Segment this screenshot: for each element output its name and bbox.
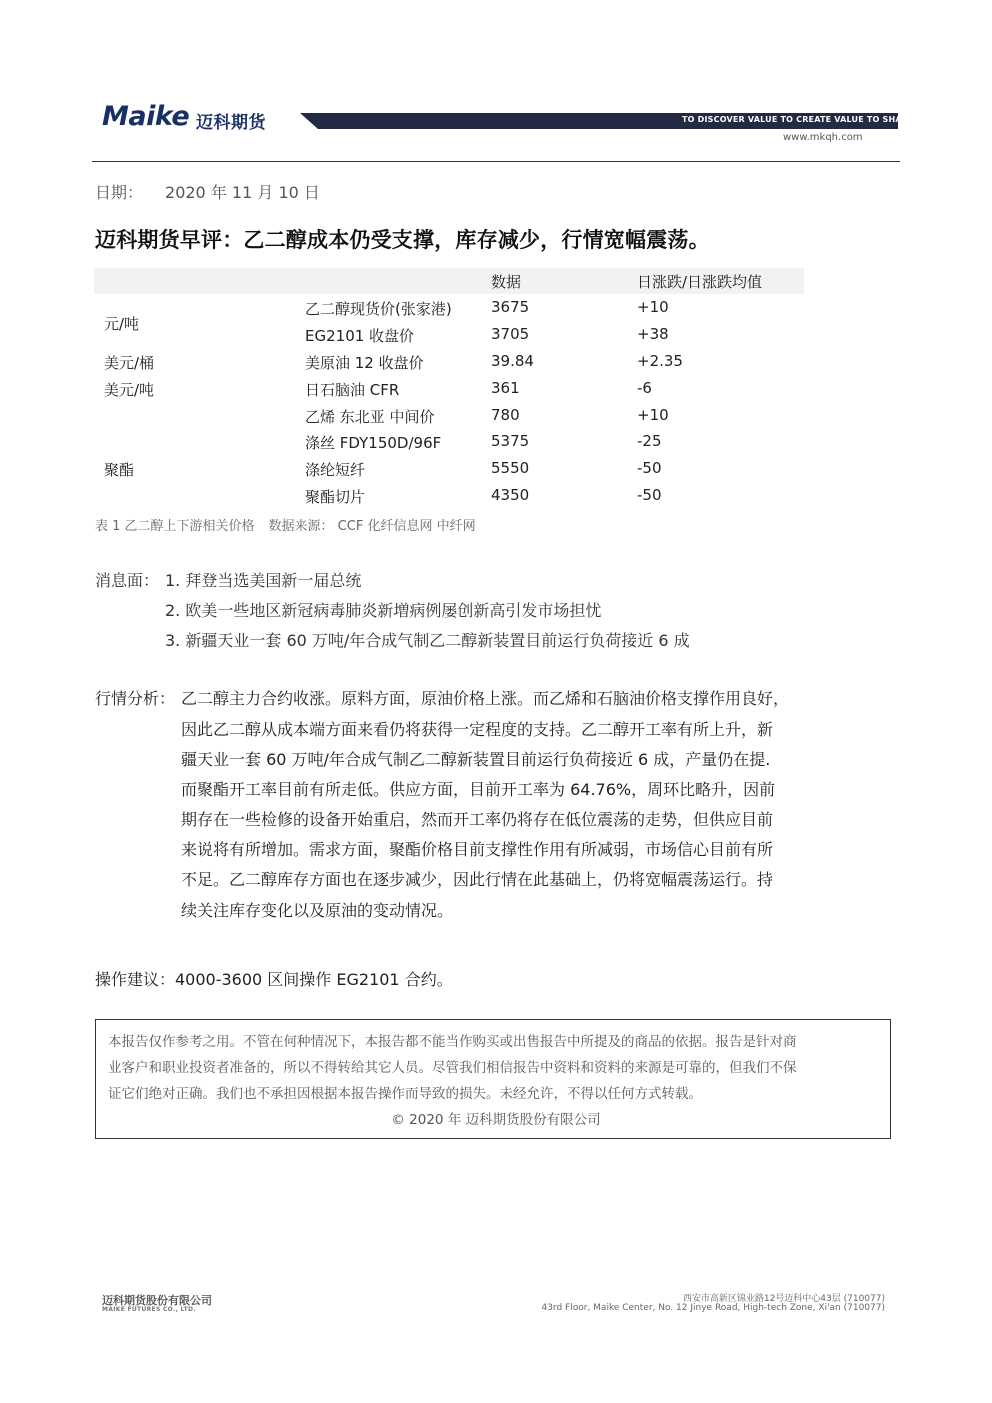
footer-company-cn: 迈科期货股份有限公司 bbox=[102, 1294, 212, 1307]
news-label: 消息面： bbox=[95, 571, 160, 590]
row-name: 乙二醇现货价(张家港) bbox=[305, 300, 452, 318]
slogan-text: TO DISCOVER VALUE TO CREATE VALUE TO SHARE VALUE bbox=[682, 115, 947, 124]
analysis-line: 来说将有所增加。需求方面，聚酯价格目前支撑性作用有所减弱，市场信心目前有所 bbox=[181, 840, 774, 859]
row-change: +38 bbox=[637, 325, 669, 343]
unit-polyester: 聚酯 bbox=[104, 461, 135, 479]
analysis-label: 行情分析： bbox=[95, 689, 176, 708]
news-item-1: 1. 拜登当选美国新一届总统 bbox=[165, 571, 362, 590]
row-change: -25 bbox=[637, 432, 662, 450]
footer-company-en: MAIKE FUTURES CO., LTD. bbox=[102, 1306, 196, 1313]
row-change: +10 bbox=[637, 298, 669, 316]
unit-yuan-ton: 元/吨 bbox=[104, 315, 140, 333]
row-value: 3675 bbox=[491, 298, 530, 316]
caption-source: 数据来源： CCF 化纤信息网 中纤网 bbox=[268, 519, 476, 534]
row-name: 涤丝 FDY150D/96F bbox=[305, 434, 442, 452]
row-value: 39.84 bbox=[491, 352, 534, 370]
row-value: 780 bbox=[491, 406, 520, 424]
disclaimer-line: 本报告仅作参考之用。不管在何种情况下，本报告都不能当作购买或出售报告中所提及的商品的依据。报告是针对商 bbox=[108, 1034, 797, 1050]
unit-usd-barrel: 美元/桶 bbox=[104, 354, 155, 372]
footer-address-en: 43rd Floor, Maike Center, No. 12 Jinye Road, High-tech Zone, Xi'an (710077) bbox=[541, 1303, 885, 1313]
row-value: 5550 bbox=[491, 459, 530, 477]
row-value: 4350 bbox=[491, 486, 530, 504]
table-header-change: 日涨跌/日涨跌均值 bbox=[637, 273, 763, 291]
logo-maike: Maike bbox=[102, 101, 190, 132]
row-value: 3705 bbox=[491, 325, 530, 343]
news-item-3: 3. 新疆天业一套 60 万吨/年合成气制乙二醇新装置目前运行负荷接近 6 成 bbox=[165, 631, 690, 650]
row-value: 361 bbox=[491, 379, 520, 397]
date-value: 2020 年 11 月 10 日 bbox=[165, 183, 320, 202]
analysis-line: 期存在一些检修的设备开始重启，然而开工率仍将存在低位震荡的走势，但供应目前 bbox=[181, 810, 774, 829]
table-header-value: 数据 bbox=[491, 273, 522, 291]
row-name: EG2101 收盘价 bbox=[305, 327, 415, 345]
caption-text: 表 1 乙二醇上下游相关价格 bbox=[95, 519, 255, 534]
row-change: -6 bbox=[637, 379, 652, 397]
row-name: 乙烯 东北亚 中间价 bbox=[305, 408, 435, 426]
analysis-line: 续关注库存变化以及原油的变动情况。 bbox=[181, 901, 454, 920]
footer-address-cn: 西安市高新区锦业路12号迈科中心43层 (710077) bbox=[682, 1294, 885, 1304]
analysis-line: 不足。乙二醇库存方面也在逐步减少，因此行情在此基础上，仍将宽幅震荡运行。持 bbox=[181, 870, 774, 889]
logo-cn: 迈科期货 bbox=[196, 113, 266, 133]
header-divider bbox=[92, 161, 900, 162]
row-change: +2.35 bbox=[637, 352, 683, 370]
row-change: +10 bbox=[637, 406, 669, 424]
analysis-line: 乙二醇主力合约收涨。原料方面，原油价格上涨。而乙烯和石脑油价格支撑作用良好， bbox=[181, 689, 790, 708]
report-date bbox=[95, 180, 320, 203]
copyright: © 2020 年 迈科期货股份有限公司 bbox=[391, 1112, 601, 1128]
disclaimer-line: 业客户和职业投资者准备的，所以不得转给其它人员。尽管我们相信报告中资料和资料的来源是可靠的，但我们不保 bbox=[108, 1060, 797, 1076]
row-name: 美原油 12 收盘价 bbox=[305, 354, 424, 372]
row-name: 聚酯切片 bbox=[305, 488, 366, 506]
website-url: www.mkqh.com bbox=[783, 132, 863, 143]
news-item-2: 2. 欧美一些地区新冠病毒肺炎新増病例屡创新高引发市场担忧 bbox=[165, 601, 602, 620]
date-label: 日期： bbox=[95, 183, 144, 202]
analysis-line: 因此乙二醇从成本端方面来看仍将获得一定程度的支持。乙二醇开工率有所上升，新 bbox=[181, 720, 774, 739]
analysis-line: 疆天业一套 60 万吨/年合成气制乙二醇新装置目前运行负荷接近 6 成，产量仍在提. bbox=[181, 750, 771, 769]
report-title: 迈科期货早评：乙二醇成本仍受支撑，库存减少，行情宽幅震荡。 bbox=[95, 228, 710, 252]
row-name: 涤纶短纤 bbox=[305, 461, 366, 479]
analysis-line: 而聚酯开工率目前有所走低。供应方面，目前开工率为 64.76%，周环比略升，因前 bbox=[181, 780, 776, 799]
trading-advice: 操作建议：4000-3600 区间操作 EG2101 合约。 bbox=[95, 970, 453, 989]
table-caption bbox=[95, 515, 476, 534]
row-change: -50 bbox=[637, 459, 662, 477]
row-value: 5375 bbox=[491, 432, 530, 450]
unit-usd-ton: 美元/吨 bbox=[104, 381, 155, 399]
disclaimer-line: 证它们绝对正确。我们也不承担因根据本报告操作而导致的损失。未经允许，不得以任何方式转载。 bbox=[108, 1086, 702, 1102]
row-name: 日石脑油 CFR bbox=[305, 381, 400, 399]
row-change: -50 bbox=[637, 486, 662, 504]
